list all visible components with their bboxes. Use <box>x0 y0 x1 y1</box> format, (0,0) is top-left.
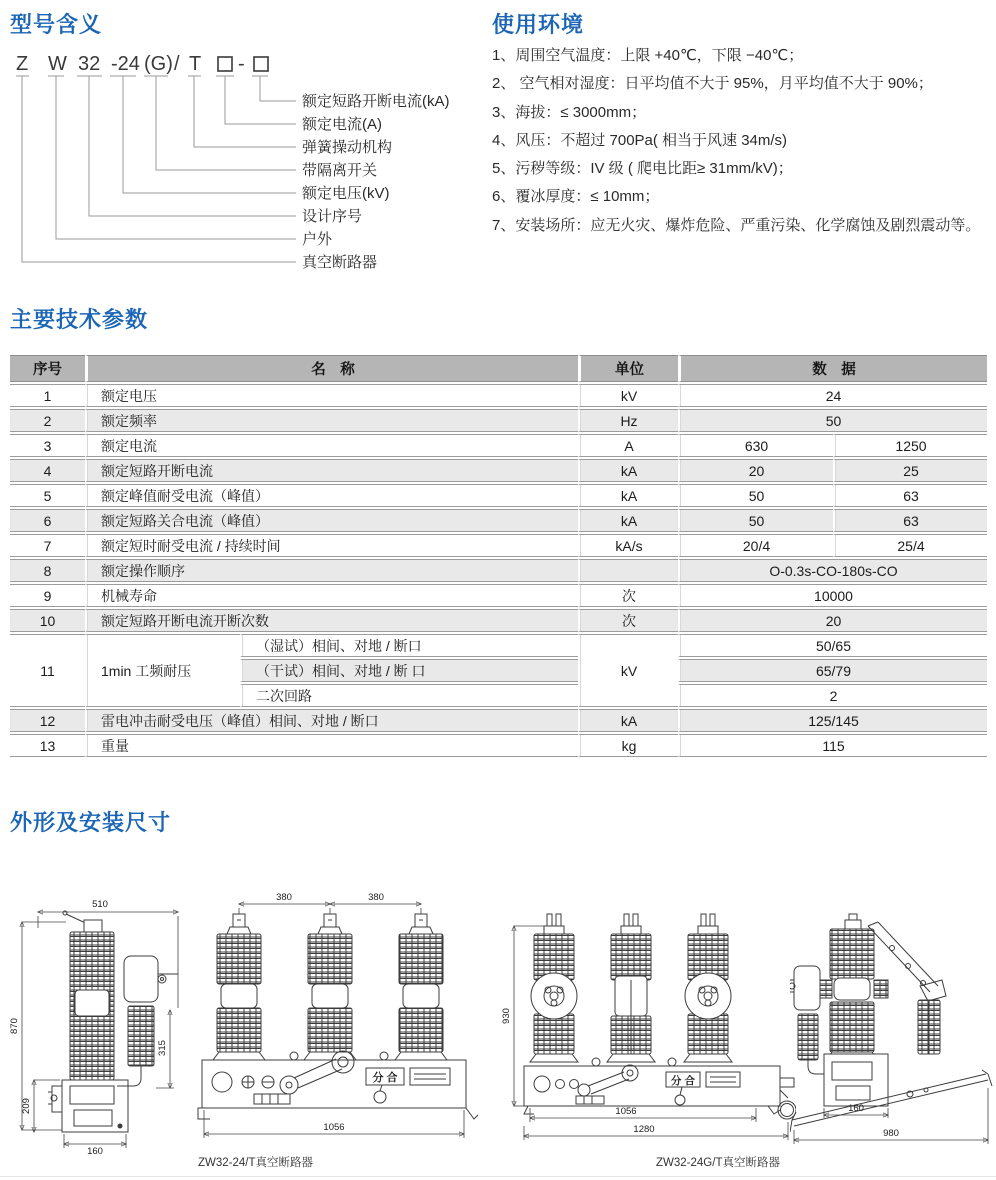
col-header-no: 序号 <box>10 355 85 382</box>
col-header-unit: 单位 <box>578 355 678 382</box>
environment-item: 4、风压：不超过 700Pa( 相当于风速 34m/s) <box>492 131 788 149</box>
model-label-spring-mechanism: 弹簧操动机构 <box>302 139 393 156</box>
dim-label: 1056 <box>323 1122 345 1133</box>
table-row: 7 额定短时耐受电流 / 持续时间 kA/s 20/4 25/4 <box>10 534 987 557</box>
dim-label: 1056 <box>615 1106 637 1117</box>
dim-label: 380 <box>276 892 292 903</box>
model-token-t: T <box>189 53 202 75</box>
drawing-side-view-zw32-24gt <box>790 904 995 1154</box>
environment-item: 6、覆冰厚度：≤ 10mm； <box>492 188 660 206</box>
table-row-group: 11 1min 工频耐压 （湿试）相间、对地 / 断口 kV 50/65 <box>10 634 987 657</box>
model-box-breaking <box>254 57 268 71</box>
model-box-current <box>218 57 232 71</box>
environment-item: 1、周围空气温度：上限 +40℃，下限 −40℃； <box>492 47 804 64</box>
table-row: 6 额定短路关合电流（峰值） kA 50 63 <box>10 509 987 532</box>
dim-label: 980 <box>883 1128 899 1139</box>
model-label-breaking-current: 额定短路开断电流(kA) <box>302 93 450 110</box>
model-token-g: (G) <box>144 53 173 75</box>
dim-label: 930 <box>501 1008 512 1024</box>
dim-label: 870 <box>9 1018 20 1034</box>
dim-label: 1280 <box>633 1124 655 1135</box>
parameters-title: 主要技术参数 <box>10 307 149 332</box>
model-token-32: 32 <box>78 53 101 75</box>
table-row: 12 雷电冲击耐受电压（峰值）相间、对地 / 断口 kA 125/145 <box>10 709 987 732</box>
table-row: 3 额定电流 A 630 1250 <box>10 434 987 457</box>
environment-title: 使用环境 <box>492 12 585 37</box>
model-token-24: -24 <box>111 53 140 75</box>
table-header-row <box>10 355 987 382</box>
pole <box>304 914 356 1060</box>
model-token-dash: - <box>238 53 245 75</box>
dim-label: 380 <box>368 892 384 903</box>
model-label-outdoor: 户外 <box>302 231 333 248</box>
col-header-data: 数 据 <box>678 355 987 382</box>
table-row: 5 额定峰值耐受电流（峰值） kA 50 63 <box>10 484 987 507</box>
model-token-z: Z <box>16 53 29 75</box>
table-row: 10 额定短路开断电流开断次数 次 20 <box>10 609 987 632</box>
model-meaning-title: 型号含义 <box>10 12 103 37</box>
model-label-vacuum-breaker: 真空断路器 <box>302 254 378 271</box>
environment-item: 2、 空气相对湿度：日平均值不大于 95%，月平均值不大于 90%； <box>492 75 933 93</box>
open-close-indicator: 分 合 <box>372 1072 398 1084</box>
table-row: 13 重量 kg 115 <box>10 734 987 757</box>
pole <box>395 914 447 1060</box>
table-subrow: 二次回路 2 <box>10 684 987 707</box>
caption-zw32-24gt: ZW32-24G/T真空断路器 <box>656 1157 780 1169</box>
col-header-name: 名 称 <box>85 355 578 382</box>
pole-with-ring <box>530 914 578 1062</box>
pole <box>213 914 265 1060</box>
model-label-design-serial: 设计序号 <box>302 208 363 225</box>
open-close-indicator: 分 合 <box>671 1075 695 1087</box>
dim-label: 160 <box>87 1146 103 1155</box>
drawing-side-view-zw32-24t <box>8 890 193 1155</box>
drawing-front-view-zw32-24gt <box>496 904 796 1154</box>
dimensions-title: 外形及安装尺寸 <box>10 810 172 835</box>
environment-item: 7、安装场所：应无火灾、爆炸危险、严重污染、化学腐蚀及剧烈震动等。 <box>492 216 981 234</box>
model-token-w: W <box>48 53 67 75</box>
dim-label: 510 <box>92 899 108 910</box>
model-label-disconnector: 带隔离开关 <box>302 162 378 179</box>
model-label-rated-voltage: 额定电压(kV) <box>302 185 390 202</box>
dim-label: 209 <box>21 1098 32 1114</box>
pole <box>607 914 655 1062</box>
drawing-front-view-zw32-24t <box>196 892 481 1150</box>
table-row: 9 机械寿命 次 10000 <box>10 584 987 607</box>
pole-with-ring <box>684 914 732 1062</box>
model-label-rated-current: 额定电流(A) <box>302 116 382 133</box>
table-row: 4 额定短路开断电流 kA 20 25 <box>10 459 987 482</box>
environment-item: 3、海拔：≤ 3000mm； <box>492 103 647 121</box>
page-bottom-divider <box>0 1176 996 1177</box>
environment-item: 5、污秽等级：IV 级 ( 爬电比距≥ 31mm/kV)； <box>492 160 793 178</box>
dim-label: 315 <box>157 1040 168 1056</box>
caption-zw32-24t: ZW32-24/T真空断路器 <box>197 1157 313 1169</box>
table-row: 1 额定电压 kV 24 <box>10 384 987 407</box>
model-token-slash: / <box>174 53 180 75</box>
environment-list <box>492 42 992 240</box>
dim-label: 160 <box>848 1103 864 1114</box>
model-code-diagram <box>8 46 490 276</box>
table-subrow: （干试）相间、对地 / 断 口 65/79 <box>10 659 987 682</box>
parameters-table <box>10 353 987 759</box>
outline-drawings <box>8 882 993 1177</box>
table-row: 8 额定操作顺序 O-0.3s-CO-180s-CO <box>10 559 987 582</box>
table-row: 2 额定频率 Hz 50 <box>10 409 987 432</box>
